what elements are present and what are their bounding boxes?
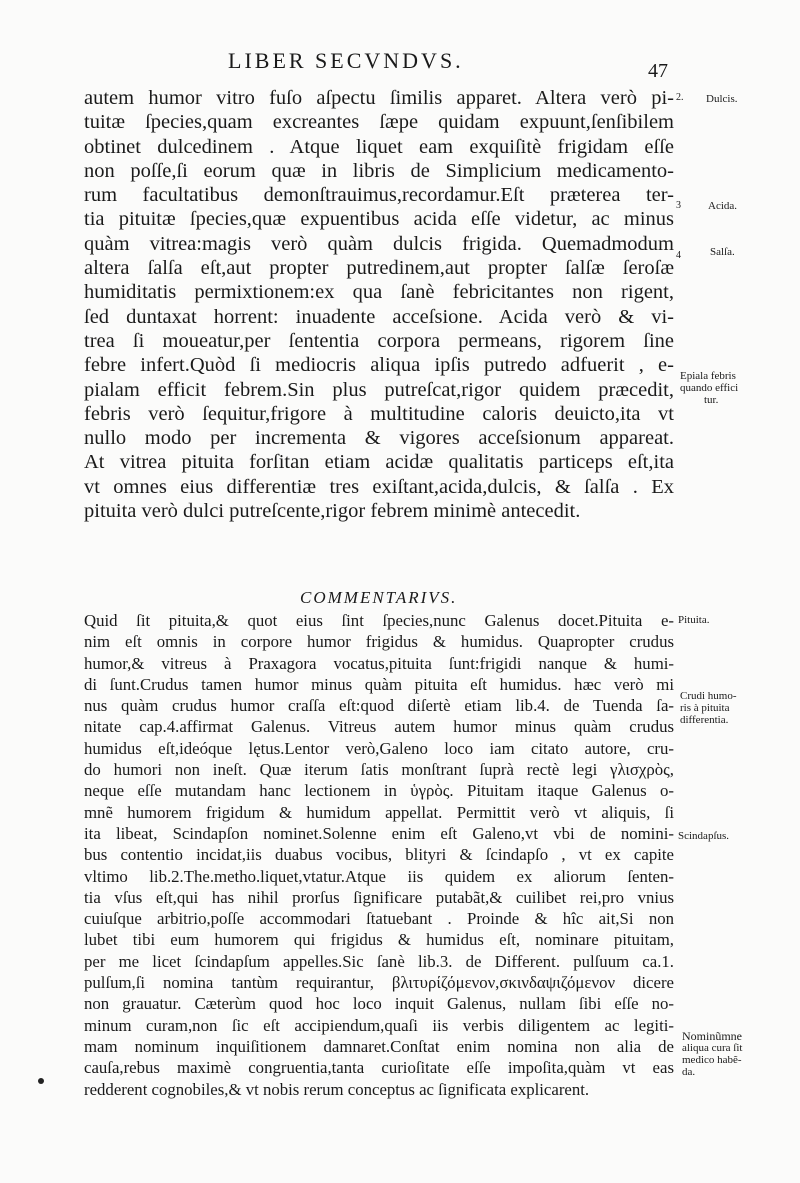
text-line: nullo modo per incrementa & vigores acceſsionum appareat. <box>84 427 674 450</box>
commentary-line: mam nominum inquiſitionem damnaret.Conſtat enim nomina non alia de <box>84 1036 674 1056</box>
commentary-line: lubet tibi eum humorem qui frigidus & humidus eſt, nominare pituitam, <box>84 930 674 950</box>
commentary-line: nim eſt omnis in corpore humor frigidus & humidus. Quapropter crudus <box>84 632 674 652</box>
commentary-line: minum curam,non ſic eſt accipiendum,quaſi iis verbis diligentem ac legiti- <box>84 1015 674 1035</box>
commentary-line: nus quàm crudus humor craſſa eſt:quod diſertè etiam lib.4. de Tuenda ſa- <box>84 696 674 716</box>
commentary-line: per me licet ſcindapſum appelles.Sic ſanè lib.3. de Different. pulſuum ca.1. <box>84 951 674 971</box>
text-line: obtinet dulcedinem . Atque liquet eam exquiſitè frigidam eſſe <box>84 135 674 158</box>
running-header: LIBER SECVNDVS. <box>228 48 464 73</box>
text-line: autem humor vitro fuſo aſpectu ſimilis apparet. Altera verò pi- <box>84 87 674 109</box>
commentary-line: ita libeat, Scindapſon nominet.Solenne enim eſt Galeno,vt vbi de nomini- <box>84 823 674 843</box>
text-line: At vitrea pituita forſitan etiam acidæ qualitatis particeps eſt,ita <box>84 451 674 474</box>
margin-note-crudi: Crudi humo- ris à pituita differentia. <box>680 690 737 726</box>
commentary-line: nitate cap.4.affirmat Galenus. Vitreus autem humor minus quàm crudus <box>84 717 674 737</box>
commentary-line: humor,& vitreus à Praxagora vocatus,pituita ſunt:frigidi nanque & humi- <box>84 653 674 673</box>
margin-note-salsa: Salſa. <box>710 246 735 258</box>
commentary-line: non grauatur. Cæterùm quod hoc loco inquit Galenus, nullam ſibi eſſe no- <box>84 994 674 1014</box>
text-line: humiditatis permixtionem:ex qua ſanè febricitantes non rigent, <box>84 281 674 304</box>
commentary-line: redderent cognobiles,& vt nobis rerum conceptus ac ſignificata explicarent. <box>84 1079 590 1099</box>
text-line: febris verò ſequitur,frigore à multitudine caloris deuicto,ita vt <box>84 402 674 425</box>
text-line: ſed duntaxat horrent: inuadente acceſsione. Acida verò & vi- <box>84 305 674 328</box>
margin-note-dulcis: Dulcis. <box>706 93 738 105</box>
commentary-line: humidus eſt,ideóque lętus.Lentor verò,Galeno loco iam citato autore, cru- <box>84 738 674 758</box>
margin-number: 2. <box>676 92 684 103</box>
commentary-line: mnẽ humorem frigidum & humidum appellat. Permittit verò vt aliquis, ſi <box>84 802 674 822</box>
commentary-title: COMMENTARIVS. <box>300 588 458 607</box>
text-line: pialam efficit febrem.Sin plus putreſcat,rigor quidem præcedit, <box>84 378 674 401</box>
text-line: rum facultatibus demonſtrauimus,recordamur.Eſt præterea ter- <box>84 184 674 207</box>
ink-dot <box>38 1078 44 1084</box>
commentary-line: cauſa,rebus maximè congruentia,tanta curioſitate eſſe impoſita,quàm vt eas <box>84 1058 674 1078</box>
margin-number: 3 <box>676 200 681 211</box>
text-line: vt omnes eius differentiæ tres exiſtant,acida,dulcis, & ſalſa . Ex <box>84 475 674 498</box>
text-line: tuitæ ſpecies,quam excreantes ſæpe quidam expuunt,ſenſibilem <box>84 111 674 134</box>
text-line: pituita verò dulci putreſcente,rigor febrem minimè antecedit. <box>84 500 581 523</box>
commentary-line: do humori non ineſt. Quæ iterum ſatis monſtrant ſuprà rectè legi γλισχρὸς, <box>84 760 674 780</box>
text-line: quàm vitrea:magis verò quàm dulcis frigida. Quemadmodum <box>84 232 674 255</box>
margin-note-epiala: Epiala febris quando effici tur. <box>680 370 739 406</box>
text-line: altera ſalſa eſt,aut propter putredinem,aut propter ſalſæ ſeroſæ <box>84 257 674 280</box>
commentary-line: tia vſus eſt,qui has nihil prorſus ſignificare putabãt,& cuilibet rei,pro vnius <box>84 887 674 907</box>
page-number: 47 <box>648 60 668 82</box>
commentary-line: cuiuſque arbitrio,poſſe accommodari ſtatuebant . Proinde & hîc ait,Si non <box>84 909 674 929</box>
margin-number: 4 <box>676 250 681 261</box>
commentary-line: di ſunt.Crudus tamen humor minus quàm pituita eſt humidus. hæc verò mi <box>84 674 674 694</box>
commentary-text <box>84 610 674 1100</box>
text-line: tia pituitæ ſpecies,quæ expuentibus acida eſſe videtur, ac minus <box>84 208 674 231</box>
margin-note-pituita: Pituita. <box>678 614 710 626</box>
margin-note-nominum: Nominũmne aliqua cura ſit medico habẽ- da. <box>682 1029 743 1078</box>
commentary-line: neque eſſe mutandam hanc lectionem in ὑγρὸς. Pituitam itaque Galenus o- <box>84 781 674 801</box>
main-text <box>84 86 674 523</box>
margin-note-scindapsus: Scindapſus. <box>678 830 730 842</box>
margin-note-acida: Acida. <box>708 200 738 212</box>
text-line: non poſſe,ſi eorum quæ in libris de Simplicium medicamento- <box>84 159 674 182</box>
commentary-line: pulſum,ſi nomina tantùm requirantur, βλιτυρίζόμενον,σκινδαψιζόμενον dicere <box>84 973 674 993</box>
text-line: febre infert.Quòd ſi mediocris aliqua ipſis putredo adfuerit , e- <box>84 354 674 377</box>
commentary-line: bus contentio incidat,iis duabus vocibus, blityri & ſcindapſo , vt ex capite <box>84 845 674 865</box>
text-line: trea ſi moueatur,per ſententia corpora permeans, rigorem ſine <box>84 329 674 352</box>
commentary-line: Quid ſit pituita,& quot eius ſint ſpecies,nunc Galenus docet.Pituita e- <box>84 611 674 630</box>
commentary-line: vltimo lib.2.The.metho.liquet,vtatur.Atque iis quidem ex aliorum ſenten- <box>84 866 674 886</box>
